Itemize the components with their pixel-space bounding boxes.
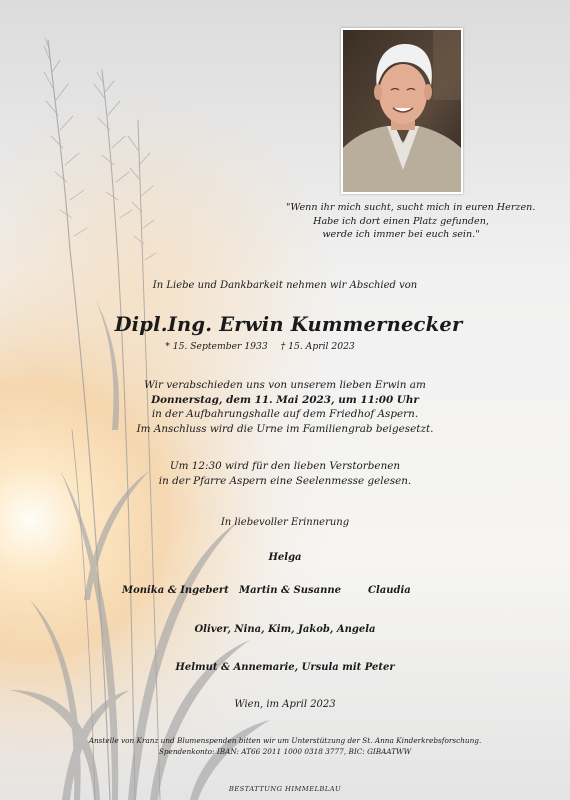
life-dates (0, 341, 520, 352)
ceremony-line: Im Anschluss wird die Urne im Familiengrab beigesetzt. (136, 422, 434, 435)
donation-note (0, 735, 570, 757)
family-child: Martin & Susanne (239, 585, 342, 596)
undertaker-name: BESTATTUNG HIMMELBLAU (228, 785, 342, 793)
farewell-intro: In Liebe und Dankbarkeit nehmen wir Abschied von (152, 280, 418, 291)
mass-line: in der Pfarre Aspern eine Seelenmesse gelesen. (158, 474, 412, 487)
portrait-image (343, 30, 461, 192)
death-date: † 15. April 2023 (280, 341, 355, 352)
memorial-quote (286, 201, 536, 242)
ceremony-details (0, 378, 570, 436)
family-child: Monika & Ingebert (122, 585, 229, 596)
family-child: Claudia (368, 585, 411, 596)
mass-line: Um 12:30 wird für den lieben Verstorbenen (169, 460, 401, 472)
place-date: Wien, im April 2023 (234, 699, 336, 710)
memory-heading: In liebevoller Erinnerung (220, 517, 350, 528)
ceremony-line: in der Aufbahrungshalle auf dem Friedhof Aspern. (151, 408, 419, 420)
ceremony-line: Wir verabschieden uns von unserem lieben Erwin am (144, 379, 426, 391)
quote-line: "Wenn ihr mich sucht, sucht mich in euren Herzen. (286, 202, 536, 213)
quote-line: werde ich immer bei euch sein." (322, 229, 480, 240)
quote-line: Habe ich dort einen Platz gefunden, (313, 215, 489, 227)
birth-date: * 15. September 1933 (165, 341, 268, 352)
family-spouse: Helga (268, 552, 302, 563)
portrait-photo (341, 28, 463, 194)
deceased-name: Dipl.Ing. Erwin Kummernecker (114, 313, 463, 336)
family-grandchildren: Oliver, Nina, Kim, Jakob, Angela (194, 624, 376, 635)
donation-account: Spendenkonto: IBAN: AT66 2011 1000 0318 3777, BIC: GIBAATWW (158, 747, 412, 756)
donation-line: Anstelle von Kranz und Blumenspenden bitten wir um Unterstützung der St. Anna Kinderkrebsforschung. (88, 736, 482, 745)
ceremony-date: Donnerstag, dem 11. Mai 2023, um 11:00 Uhr (151, 393, 419, 406)
family-relatives: Helmut & Annemarie, Ursula mit Peter (175, 662, 395, 673)
mass-details (0, 459, 570, 488)
